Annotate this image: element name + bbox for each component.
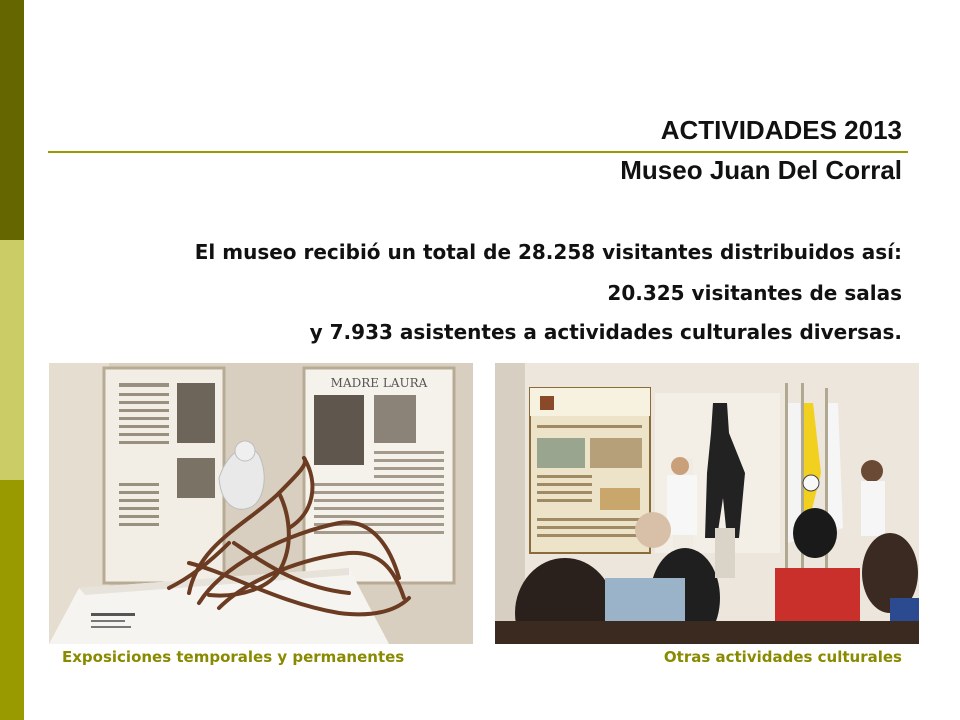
cultural-activity-photo xyxy=(495,363,919,644)
stats-rooms: 20.325 visitantes de salas xyxy=(607,281,902,305)
slide-title: ACTIVIDADES 2013 xyxy=(660,115,902,145)
slide-subtitle: Museo Juan Del Corral xyxy=(620,155,902,185)
decor-bar-middle xyxy=(0,240,24,480)
caption-exhibitions: Exposiciones temporales y permanentes xyxy=(62,648,405,666)
decor-bar-top xyxy=(0,0,24,240)
exhibition-photo xyxy=(49,363,473,644)
stats-activities: y 7.933 asistentes a actividades culturales diversas. xyxy=(309,320,902,344)
title-divider xyxy=(48,151,908,153)
panel-title: MADRE LAURA xyxy=(330,376,428,390)
caption-cultural-activities: Otras actividades culturales xyxy=(663,648,902,666)
decor-bar-bottom xyxy=(0,480,24,720)
stats-total: El museo recibió un total de 28.258 visitantes distribuidos así: xyxy=(194,240,902,264)
